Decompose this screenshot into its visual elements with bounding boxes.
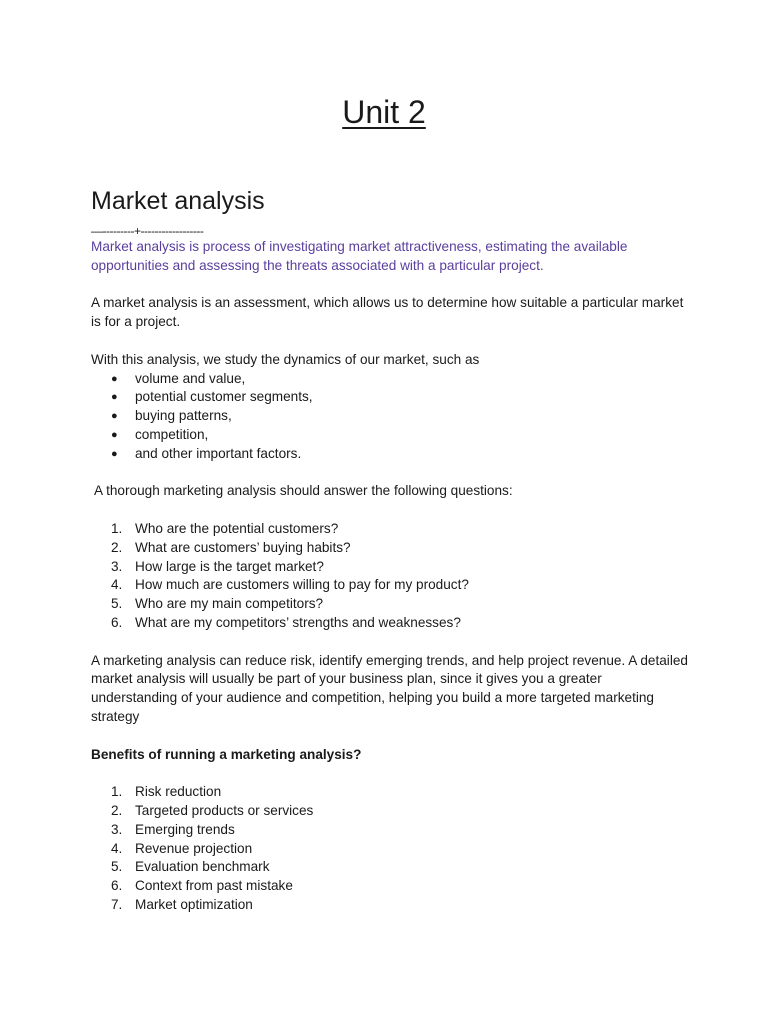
paragraph-benefits-summary: A marketing analysis can reduce risk, identify emerging trends, and help project revenue. A detailed market analysis will usually be part of your business plan, since it gives you a greater understanding of your audience and competition, helping you build a more targeted marketing strategy [91, 652, 688, 724]
list-item: 3. How large is the target market? [111, 558, 324, 574]
benefits-heading: Benefits of running a marketing analysis? [91, 746, 362, 762]
benefits-list [91, 783, 691, 915]
list-item: 6. Context from past mistake [111, 878, 293, 894]
paragraph-questions-intro: A thorough marketing analysis should answer the following questions: [94, 483, 513, 499]
paragraph-dynamics: With this analysis, we study the dynamics of our market, such as [91, 351, 480, 367]
list-item: 2. Targeted products or services [111, 802, 314, 818]
divider-line: —---------+------------------ [91, 224, 204, 238]
list-item: 4. Revenue projection [111, 840, 253, 856]
bullet-icon: ● [111, 410, 118, 423]
list-item: ● volume and value, [91, 370, 691, 389]
bullet-icon: ● [111, 391, 118, 404]
list-item: ● buying patterns, [91, 407, 691, 426]
list-item: 1. Risk reduction [111, 784, 222, 800]
list-item: 6. What are my competitors’ strengths and weaknesses? [111, 614, 461, 630]
list-item: ● potential customer segments, [91, 388, 691, 407]
dynamics-list [91, 370, 691, 464]
page-title: Unit 2 [342, 94, 426, 130]
list-item: 1. Who are the potential customers? [111, 520, 339, 536]
list-item: 7. Market optimization [111, 896, 253, 912]
list-item: 3. Emerging trends [111, 821, 235, 837]
section-heading: Market analysis [91, 187, 265, 215]
list-item: ● competition, [91, 426, 691, 445]
paragraph-assessment: A market analysis is an assessment, which allows us to determine how suitable a particular market is for a project. [91, 295, 684, 330]
list-item: 5. Who are my main competitors? [111, 596, 324, 612]
list-item: 4. How much are customers willing to pay for my product? [111, 577, 469, 593]
questions-list [91, 520, 691, 633]
list-item: ● and other important factors. [91, 445, 691, 464]
intro-paragraph: Market analysis is process of investigating market attractiveness, estimating the available opportunities and assessing the threats associated with a particular project. [91, 239, 628, 273]
bullet-icon: ● [111, 428, 118, 441]
list-item: 2. What are customers’ buying habits? [111, 539, 351, 555]
bullet-icon: ● [111, 372, 118, 385]
list-item: 5. Evaluation benchmark [111, 859, 270, 875]
bullet-icon: ● [111, 447, 118, 460]
document-body [91, 184, 691, 915]
